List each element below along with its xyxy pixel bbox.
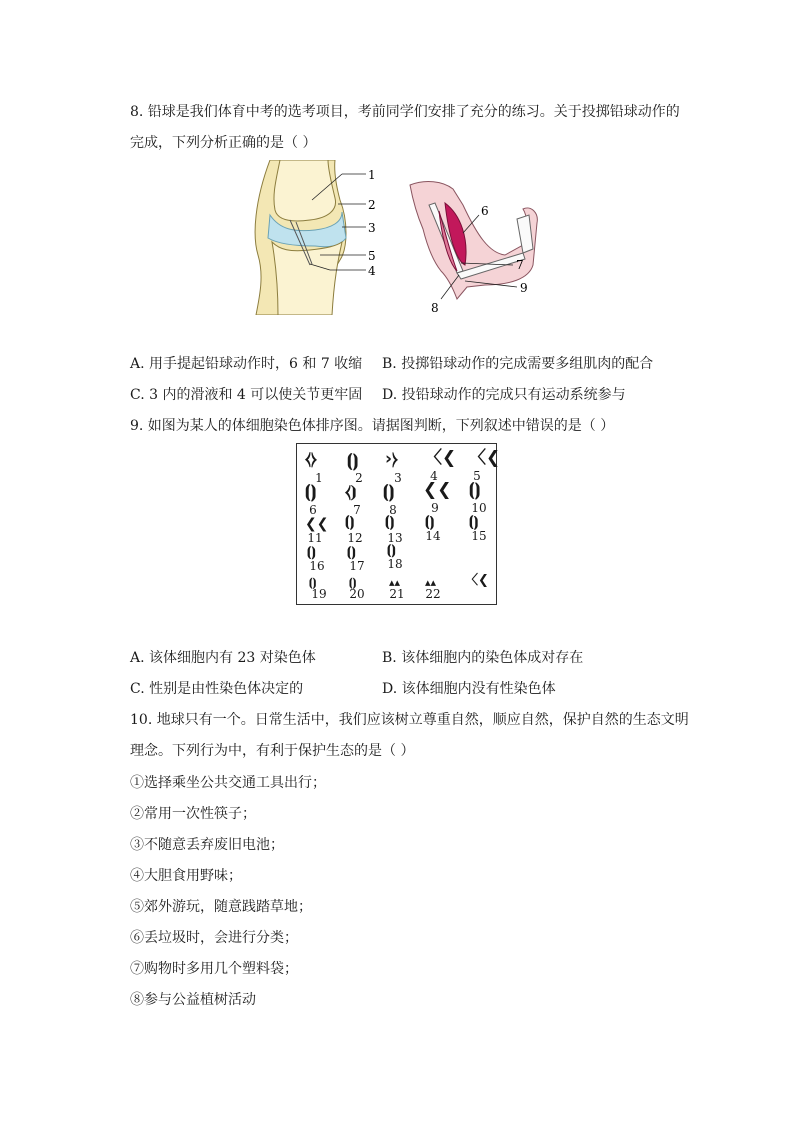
arm-label-7: 7 [516,258,524,272]
karyotype-number: 15 [471,529,487,543]
question-8-stem-line1: 8. 铅球是我们体育中考的选考项目，考前同学们安排了充分的练习。关于投掷铅球动作的 [130,104,680,120]
chromosome-pair-10: ⦗⦘ [469,480,481,500]
karyotype-number: 7 [353,503,361,517]
q10-item-3: ③不随意丢弃废旧电池； [130,837,284,853]
karyotype-number: 8 [389,503,397,517]
chromosome-pair-5: 〈❮ [469,448,501,468]
q8-option-d[interactable]: D. 投铅球动作的完成只有运动系统参与 [382,387,626,403]
chromosome-pair-11: ❮❮ [305,516,329,532]
chromosome-pair-16: ⦗⦘ [307,545,316,560]
karyotype-number: 12 [347,531,363,545]
karyotype-number: 10 [471,501,487,515]
karyotype-number: 5 [473,469,481,483]
karyotype-number: 20 [349,587,365,601]
chromosome-pair-17: ⦗⦘ [347,545,356,560]
karyotype-number: 19 [311,587,327,601]
chromosome-pair-9: ❮❮ [423,480,452,500]
chromosome-pair-8: ⦗⦘ [383,482,395,502]
question-10-stem-line1: 10. 地球只有一个。日常生活中，我们应该树立尊重自然，顺应自然，保护自然的生态文明 [130,712,689,728]
chromosome-pair-21: ▴▴ [389,576,401,589]
karyotype-number: 22 [425,587,441,601]
joint-label-3: 3 [368,221,376,235]
q10-item-6: ⑥丢垃圾时，会进行分类； [130,930,298,946]
sex-chromosome: 〈❮ [465,573,489,588]
q9-option-a[interactable]: A. 该体细胞内有 23 对染色体 [130,650,316,666]
q10-item-8: ⑧参与公益植树活动 [130,992,256,1008]
q9-option-b[interactable]: B. 该体细胞内的染色体成对存在 [382,650,584,666]
joint-label-1: 1 [368,168,376,182]
q10-item-4: ④大胆食用野味； [130,868,242,884]
question-8-stem-line2: 完成，下列分析正确的是（ ） [130,135,317,151]
karyotype-number: 16 [309,559,325,573]
joint-label-5: 5 [368,249,376,263]
chromosome-pair-12: ⦗⦘ [345,514,355,530]
chromosome-pair-2: ⦗⦘ [347,451,359,471]
karyotype-number: 14 [425,529,441,543]
karyotype-number: 2 [355,471,363,485]
karyotype-number: 11 [307,531,323,545]
q9-option-c[interactable]: C. 性别是由性染色体决定的 [130,681,304,697]
chromosome-pair-6: ⦗⦘ [305,482,317,502]
chromosome-pair-19: ⦗⦘ [309,576,317,589]
chromosome-pair-22: ▴▴ [425,576,437,589]
q10-item-2: ②常用一次性筷子； [130,806,256,822]
chromosome-pair-15: ⦗⦘ [469,514,479,530]
chromosome-pair-14: ⦗⦘ [425,514,435,530]
karyotype-number: 13 [387,531,403,545]
chromosome-pair-4: 〈❮ [425,448,457,468]
karyotype-number: 4 [430,469,438,483]
q10-item-7: ⑦购物时多用几个塑料袋； [130,961,298,977]
chromosome-pair-1: ⧼⧽ [305,449,317,469]
arm-muscle-figure [405,175,545,315]
q8-option-a[interactable]: A. 用手提起铅球动作时，6 和 7 收缩 [130,356,363,372]
karyotype-number: 6 [309,503,317,517]
karyotype-number: 9 [431,501,439,515]
arm-label-9: 9 [520,281,528,295]
chromosome-pair-20: ⦗⦘ [349,576,357,589]
karyotype-number: 21 [389,587,405,601]
chromosome-pair-18: ⦗⦘ [387,543,396,558]
q8-option-b[interactable]: B. 投掷铅球动作的完成需要多组肌肉的配合 [382,356,654,372]
arm-label-8: 8 [431,301,439,315]
karyotype-number: 17 [349,559,365,573]
q10-item-1: ①选择乘坐公共交通工具出行； [130,775,326,791]
karyotype-number: 3 [394,471,402,485]
karyotype-number: 1 [315,471,323,485]
joint-label-2: 2 [368,198,376,212]
question-9-stem: 9. 如图为某人的体细胞染色体排序图。请据图判断，下列叙述中错误的是（ ） [130,418,615,434]
arm-label-6: 6 [481,204,489,218]
knee-joint-figure [250,160,395,315]
chromosome-pair-7: ⧼⦘ [345,482,357,502]
karyotype-figure [296,443,501,605]
q10-item-5: ⑤郊外游玩，随意践踏草地； [130,899,312,915]
chromosome-pair-13: ⦗⦘ [385,514,395,530]
q8-option-c[interactable]: C. 3 内的滑液和 4 可以使关节更牢固 [130,387,363,403]
question-10-stem-line2: 理念。下列行为中，有利于保护生态的是（ ） [130,743,415,759]
joint-label-4: 4 [368,264,376,278]
chromosome-pair-3: ›⧽ [385,449,398,469]
q9-option-d[interactable]: D. 该体细胞内没有性染色体 [382,681,556,697]
karyotype-number: 18 [387,557,403,571]
